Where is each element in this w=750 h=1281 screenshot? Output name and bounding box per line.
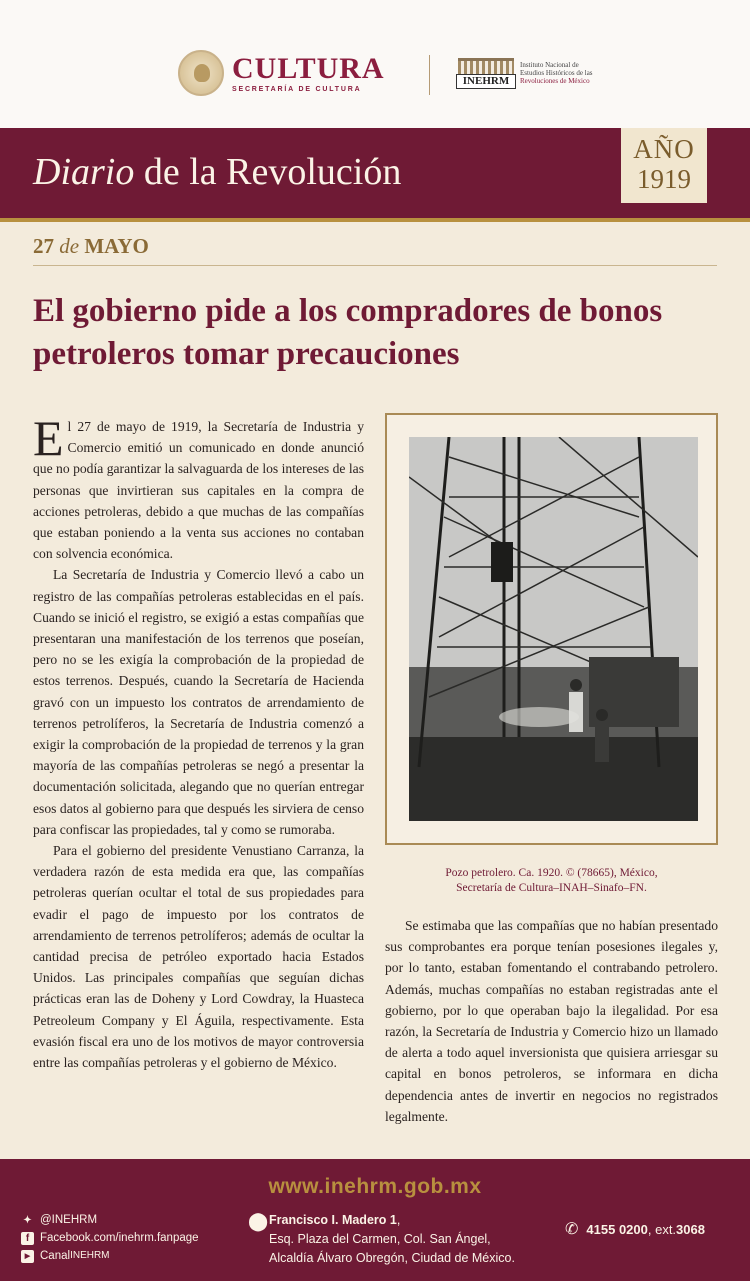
article-paragraph: El 27 de mayo de 1919, la Secretaría de Industria y Comercio emitió un comunicado en donde anunció que no podía garantizar la salvaguarda de los intereses de las personas que invirtieran sus capitales en la compra de acciones petroleras, debido a que muchas de las compañías que estaban poniendo a la venta sus acciones no contaban con solvencia económica. (33, 410, 364, 562)
year-value: 1919 (637, 164, 691, 194)
logo-bar (0, 0, 750, 128)
facebook-link[interactable]: f Facebook.com/inehrm.fanpage (21, 1229, 199, 1247)
photo-frame (385, 413, 718, 845)
website-link[interactable]: www.inehrm.gob.mx (268, 1175, 482, 1198)
phone-contact[interactable]: ✆ 4155 0200 , ext. 3068 (565, 1221, 705, 1238)
article-date: 27 de MAYO (33, 234, 149, 258)
article-body-right (385, 915, 718, 1127)
article-paragraph: Se estimaba que las compañías que no habían presentado sus comprobantes era porque tenían posesiones ilegales y, por lo tanto, estaban fomentando el contrabando petrolero. Además, muchas compañías no estaban registradas ante el gobierno, por lo que operaban bajo la ilegalidad. Por esa razón, la Secretaría de Industria y Comercio hizo un llamado de alerta a todo aquel inversionista que quisiera arriesgar su capital en bonos petroleros, se informara en dicha dependencia antes de invertir en negocios no registrados legalmente. (385, 918, 718, 1124)
address: ⬤ Francisco I. Madero 1, Esq. Plaza del Carmen, Col. San Ángel, Alcaldía Álvaro Obregón, Ciudad de México. (248, 1211, 515, 1268)
twitter-icon: ✦ (23, 1214, 32, 1226)
inehrm-logo (456, 58, 600, 88)
year-badge (621, 128, 707, 203)
cultura-subtitle: SECRETARÍA DE CULTURA (232, 85, 362, 93)
cultura-wordmark: CULTURA (232, 51, 385, 85)
drop-cap: E (33, 410, 64, 466)
national-seal-icon (178, 50, 224, 96)
cultura-logo (178, 50, 385, 96)
location-pin-icon: ⬤ (248, 1211, 269, 1231)
youtube-icon: ▶ (21, 1250, 34, 1263)
article-paragraph: La Secretaría de Industria y Comercio llevó a cabo un registro de las compañías petroleras establecidas en el país. Cuando se inició el registro, se exigió a estas compañías que presentaran una manifestación de los terrenos que poseían, pero no se les exigía la comprobación de la propiedad de estos terrenos. Después, cuando la Secretaría de Hacienda gravó con un impuesto los contratos de arrendamiento de terrenos petrolíferos, la Secretaría de Industria comenzó a exigir la comprobación de la propiedad de terrenos y la gran mayoría de las compañías petroleras se negó a presentar la documentación solicitada, alegando que no querían entregar esos datos al gobierno para que después les sirviera de censo para confiscar las propiedades, tal y como se rumoraba. (33, 567, 364, 837)
publication-title: Diario de la Revolución (33, 151, 402, 193)
footer (0, 1159, 750, 1281)
youtube-link[interactable]: ▶ Canal INEHRM (21, 1247, 199, 1265)
year-label: AÑO (633, 134, 695, 164)
building-icon (458, 58, 514, 74)
inehrm-description: Instituto Nacional de Estudios Históricos de las Revoluciones de México (520, 61, 593, 85)
phone-icon: ✆ (565, 1221, 579, 1238)
article-body-left (33, 410, 364, 1073)
twitter-link[interactable]: ✦ @INEHRM (21, 1211, 199, 1229)
social-links (21, 1211, 199, 1265)
facebook-icon: f (21, 1232, 34, 1245)
banner-gold-rule (0, 218, 750, 222)
photo-caption: Pozo petrolero. Ca. 1920. © (78665), México, Secretaría de Cultura–INAH–Sinafo–FN. (445, 867, 658, 894)
article-paragraph: Para el gobierno del presidente Venustiano Carranza, la verdadera razón de esta medida era que, las compañías petroleras querían ocultar el total de sus propiedades para evadir el pago de impuesto por los contratos de arrendamiento de terrenos petrolíferos; además de ocultar la cantidad precisa de petróleo exportado hacia Estados Unidos. Las principales compañías que seguían dichas prácticas eran las de Doheny y Lord Cowdray, la Huasteca Petreoleum Company y El Águila, respectivamente. Esta evasión fiscal era uno de los motivos de mayor controversia entre las compañías petroleras y el gobierno de México. (33, 843, 364, 1071)
logo-divider (429, 55, 430, 95)
article-headline: El gobierno pide a los compradores de bonos petroleros tomar precauciones (33, 293, 663, 372)
oil-well-photo (409, 437, 698, 821)
inehrm-wordmark: INEHRM (456, 74, 516, 89)
date-divider (33, 265, 717, 266)
